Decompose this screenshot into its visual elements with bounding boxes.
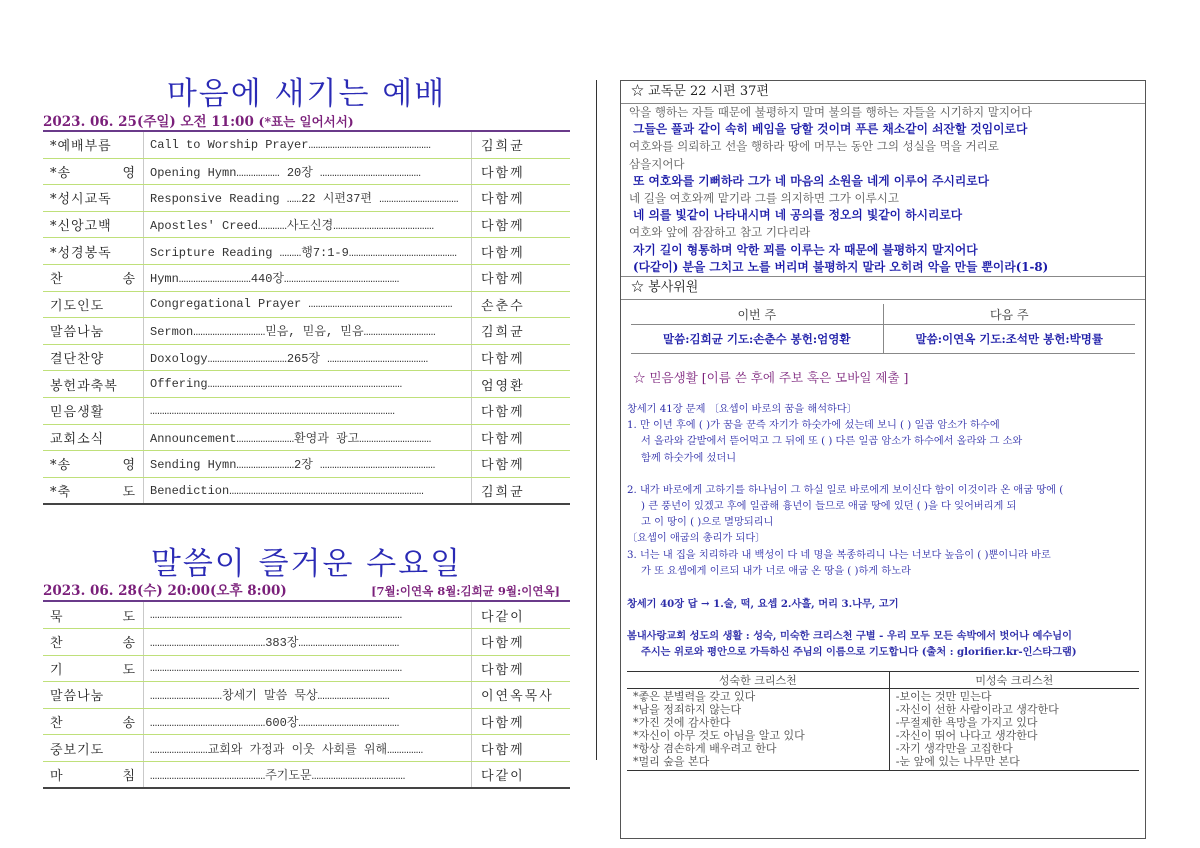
order-item-name: 봉헌과축복 — [43, 371, 144, 398]
trait-item: *자신이 아무 것도 아님을 알고 있다 — [633, 728, 805, 742]
quiz-line: ) 큰 풍년이 있겠고 후에 일곱해 흉년이 들므로 애굽 땅에 있던 ( )을 다 잊어버리게 되 — [641, 501, 1017, 513]
order-item-name: 찬 송 — [43, 264, 144, 291]
order-item-leader: 다함께 — [472, 655, 571, 682]
order-item-leader: 다함께 — [472, 185, 571, 212]
trait-item: -자기 생각만을 고집한다 — [895, 741, 1013, 755]
order-item-leader: 엄영환 — [472, 371, 571, 398]
quiz-line: 함께 하숫가에 섰더니 — [641, 452, 737, 464]
trait-item: *항상 겸손하게 배우려고 한다 — [633, 741, 777, 755]
order-row — [43, 451, 570, 478]
reading-line: 여호와를 의뢰하고 선을 행하라 땅에 머무는 동안 그의 성실을 먹을 거리로 — [629, 139, 999, 154]
order-item-name: 기 도 — [43, 655, 144, 682]
order-item-desc: ……………………교회와 가정과 이웃 사회를 위해…………… — [144, 735, 472, 762]
order-row — [43, 682, 570, 709]
faith-quiz — [621, 386, 1145, 661]
wednesday-dateline — [43, 583, 570, 602]
order-item-name: 말씀나눔 — [43, 318, 144, 345]
reading-line: 자기 길이 형통하며 악한 꾀를 이루는 자 때문에 불평하지 말지어다 — [633, 242, 978, 257]
order-item-name: 기도인도 — [43, 291, 144, 318]
next-week-servers: 말씀:이연옥 기도:조석만 봉헌:박명률 — [883, 325, 1135, 354]
wednesday-order-table — [43, 602, 570, 789]
spacer — [627, 612, 1139, 628]
order-item-desc: Sermon…………………………믿음, 믿음, 믿음………………………… — [144, 318, 472, 345]
mature-list — [627, 688, 889, 770]
trait-item: *가진 것에 감사한다 — [633, 715, 731, 729]
order-item-desc: …………………………………………주기도문………………………………… — [144, 761, 472, 788]
order-item-leader: 다함께 — [472, 238, 571, 265]
order-item-leader: 다함께 — [472, 397, 571, 424]
reading-line: 네 길을 여호와께 맡기라 그를 의지하면 그가 이루시고 — [629, 191, 899, 206]
quiz-line: 가 또 요셉에게 이르되 내가 너로 애굽 온 땅을 ( )하게 하노라 — [641, 565, 911, 577]
order-row — [43, 185, 570, 212]
quiz-line: 주시는 위로와 평안으로 가득하신 주님의 이름으로 기도합니다 (출처 : glorifier.kr-인스타그램) — [641, 646, 1077, 659]
order-item-name: 믿음생활 — [43, 397, 144, 424]
order-row — [43, 158, 570, 185]
order-row — [43, 211, 570, 238]
order-item-desc: …………………………………………………………………………………………… — [144, 655, 472, 682]
order-item-desc: Offering……………………………………………………………………… — [144, 371, 472, 398]
order-item-leader: 다같이 — [472, 602, 571, 628]
quiz-line: 1. 만 이년 후에 ( )가 꿈을 꾼즉 자기가 하숫가에 섰는데 보니 ( ) 일곱 암소가 하수에 — [627, 420, 1000, 432]
order-item-name: *예배부름 — [43, 132, 144, 158]
order-item-desc: …………………………………………600장…………………………………… — [144, 708, 472, 735]
order-item-leader: 다함께 — [472, 735, 571, 762]
sunday-date: 2023. 06. 25(주일) 오전 11:00 — [43, 114, 254, 130]
quiz-line: 3. 너는 내 집을 치리하라 내 백성이 다 네 명을 복종하리니 나는 너보다 높음이 ( )뿐이니라 바로 — [627, 549, 1051, 561]
trait-item: -자신이 선한 사람이라고 생각한다 — [895, 702, 1059, 716]
sunday-title: 마음에 새기는 예배 — [166, 76, 447, 112]
immature-list — [889, 688, 1139, 770]
order-item-desc: Announcement……………………환영과 광고………………………… — [144, 424, 472, 451]
faith-title: ☆ 믿음생활 [이름 쓴 후에 주보 혹은 모바일 제출 ] — [633, 370, 909, 386]
order-item-leader: 다함께 — [472, 451, 571, 478]
trait-item: *멀리 숲을 본다 — [633, 754, 710, 768]
order-item-desc: Opening Hymn……………… 20장 …………………………………… — [144, 158, 472, 185]
reading-line: 그들은 풀과 같이 속히 베임을 당할 것이며 푸른 채소같이 쇠잔할 것임이로다 — [633, 122, 1028, 137]
order-row — [43, 655, 570, 682]
responsive-reading — [621, 104, 1145, 276]
spacer — [627, 467, 1139, 483]
order-item-desc: Apostles' Creed…………사도신경…………………………………… — [144, 211, 472, 238]
quiz-line: 창세기 40장 답 → 1.술, 떡, 요셉 2.사흘, 머리 3.나무, 고기 — [627, 598, 899, 611]
column-divider — [596, 80, 597, 760]
this-week-label: 이번 주 — [631, 304, 883, 325]
order-item-desc: Hymn…………………………440장………………………………………… — [144, 264, 472, 291]
reading-title: ☆ 교독문 22 시편 37편 — [621, 81, 1145, 104]
order-item-name: 중보기도 — [43, 735, 144, 762]
order-item-name: *송 영 — [43, 451, 144, 478]
reading-line: (다같이) 분을 그치고 노를 버리며 불평하지 말라 오히려 악을 만들 뿐이라(1-8) — [633, 259, 1049, 274]
order-item-leader: 김희균 — [472, 132, 571, 158]
wednesday-service-rotation: [7월:이연옥 8월:김희균 9월:이연옥] — [371, 584, 560, 599]
order-item-name: *성경봉독 — [43, 238, 144, 265]
order-item-desc: Scripture Reading ………행7:1-9……………………………………… — [144, 238, 472, 265]
order-item-desc: Sending Hymn……………………2장 ………………………………………… — [144, 451, 472, 478]
order-item-name: 교회소식 — [43, 424, 144, 451]
order-item-desc: …………………………………………383장…………………………………… — [144, 628, 472, 655]
order-item-name: 마 침 — [43, 761, 144, 788]
trait-item: -자신이 뛰어 나다고 생각한다 — [895, 728, 1038, 742]
order-row — [43, 397, 570, 424]
reading-line: 여호와 앞에 잠잠하고 참고 기다리라 — [629, 225, 811, 240]
trait-item: -보이는 것만 믿는다 — [895, 689, 992, 703]
order-item-leader: 다함께 — [472, 424, 571, 451]
right-panel — [620, 80, 1146, 839]
spacer — [627, 580, 1139, 596]
order-item-leader: 다함께 — [472, 628, 571, 655]
order-item-name: 결단찬양 — [43, 344, 144, 371]
immature-head: 미성숙 크리스천 — [889, 671, 1139, 688]
reading-line: 악을 행하는 자들 때문에 불평하지 말며 불의를 행하는 자들을 시기하지 말지어다 — [629, 105, 1033, 119]
quiz-line: 〔요셉이 애굽의 총리가 되다〕 — [627, 533, 766, 545]
order-item-desc: Responsive Reading ……22 시편37편 …………………………… — [144, 185, 472, 212]
mature-christian-table — [627, 671, 1139, 771]
reading-line: 삼을지어다 — [629, 156, 685, 171]
order-item-desc: …………………………창세기 말씀 묵상………………………… — [144, 682, 472, 709]
trait-item: *남을 정죄하지 않는다 — [633, 702, 742, 716]
order-row — [43, 344, 570, 371]
order-row — [43, 132, 570, 158]
left-column — [43, 75, 570, 789]
order-item-leader: 김희균 — [472, 318, 571, 345]
serve-table — [631, 304, 1135, 354]
order-item-leader: 김희균 — [472, 477, 571, 504]
order-row — [43, 477, 570, 504]
order-item-name: 찬 송 — [43, 628, 144, 655]
trait-item: -눈 앞에 있는 나무만 본다 — [895, 754, 1020, 768]
order-row — [43, 238, 570, 265]
reading-line: 또 여호와를 기뻐하라 그가 네 마음의 소원을 네게 이루어 주시리로다 — [633, 173, 990, 188]
order-row — [43, 318, 570, 345]
order-item-name: 말씀나눔 — [43, 682, 144, 709]
order-item-leader: 다함께 — [472, 344, 571, 371]
order-item-desc: Benediction……………………………………………………………………… — [144, 477, 472, 504]
order-item-leader: 다같이 — [472, 761, 571, 788]
order-item-desc: Doxology……………………………265장 …………………………………… — [144, 344, 472, 371]
order-item-name: 찬 송 — [43, 708, 144, 735]
order-item-leader: 다함께 — [472, 708, 571, 735]
order-item-desc: Call to Worship Prayer…………………………………………… — [144, 132, 472, 158]
order-row — [43, 628, 570, 655]
trait-item: *좋은 분별력을 갖고 있다 — [633, 689, 756, 703]
order-row — [43, 735, 570, 762]
order-row — [43, 264, 570, 291]
mature-head: 성숙한 크리스천 — [627, 671, 889, 688]
this-week-servers: 말씀:김희균 기도:손춘수 봉헌:엄영환 — [631, 325, 883, 354]
order-row — [43, 371, 570, 398]
order-item-leader: 다함께 — [472, 264, 571, 291]
order-row — [43, 424, 570, 451]
trait-item: -무절제한 욕망을 가지고 있다 — [895, 715, 1038, 729]
order-item-name: 묵 도 — [43, 602, 144, 628]
order-item-desc: ………………………………………………………………………………………… — [144, 397, 472, 424]
wednesday-title: 말씀이 즐거운 수요일 — [150, 546, 463, 583]
order-row — [43, 708, 570, 735]
order-item-name: *축 도 — [43, 477, 144, 504]
order-item-leader: 이연옥목사 — [472, 682, 571, 709]
reading-line: 네 의를 빛같이 나타내시며 네 공의를 정오의 빛같이 하시리로다 — [633, 208, 963, 223]
order-item-name: *송 영 — [43, 158, 144, 185]
standing-note: (*표는 일어서서) — [258, 114, 354, 129]
order-item-name: *신앙고백 — [43, 211, 144, 238]
order-item-leader: 다함께 — [472, 158, 571, 185]
order-item-leader: 다함께 — [472, 211, 571, 238]
order-row — [43, 602, 570, 628]
serve-title: ☆ 봉사위원 — [621, 276, 1145, 300]
quiz-line: 2. 내가 바로에게 고하기를 하나님이 그 하실 일로 바로에게 보이신다 함이 이것이라 온 애굽 땅에 ( — [627, 484, 1064, 496]
order-item-desc: …………………………………………………………………………………………… — [144, 602, 472, 628]
quiz-line: 서 올라와 갈밭에서 뜯어먹고 그 뒤에 또 ( ) 다른 일곱 암소가 하수에서 올라와 그 소와 — [641, 436, 1023, 448]
order-row — [43, 291, 570, 318]
quiz-line: 창세기 41장 문제 〔요셉이 바로의 꿈을 해석하다〕 — [627, 404, 857, 416]
order-item-desc: Congregational Prayer …………………………………………………… — [144, 291, 472, 318]
sunday-dateline — [43, 113, 570, 132]
wednesday-date: 2023. 06. 28(수) 20:00(오후 8:00) — [43, 583, 287, 600]
next-week-label: 다음 주 — [883, 304, 1135, 325]
quiz-line: 고 이 땅이 ( )으로 멸망되리니 — [641, 517, 774, 529]
order-item-leader: 손춘수 — [472, 291, 571, 318]
quiz-line: 봄내사랑교회 성도의 생활 : 성숙, 미숙한 크리스천 구별 - 우리 모두 모든 속박에서 벗어나 예수님이 — [627, 630, 1072, 643]
sunday-order-table — [43, 132, 570, 505]
order-row — [43, 761, 570, 788]
order-item-name: *성시교독 — [43, 185, 144, 212]
